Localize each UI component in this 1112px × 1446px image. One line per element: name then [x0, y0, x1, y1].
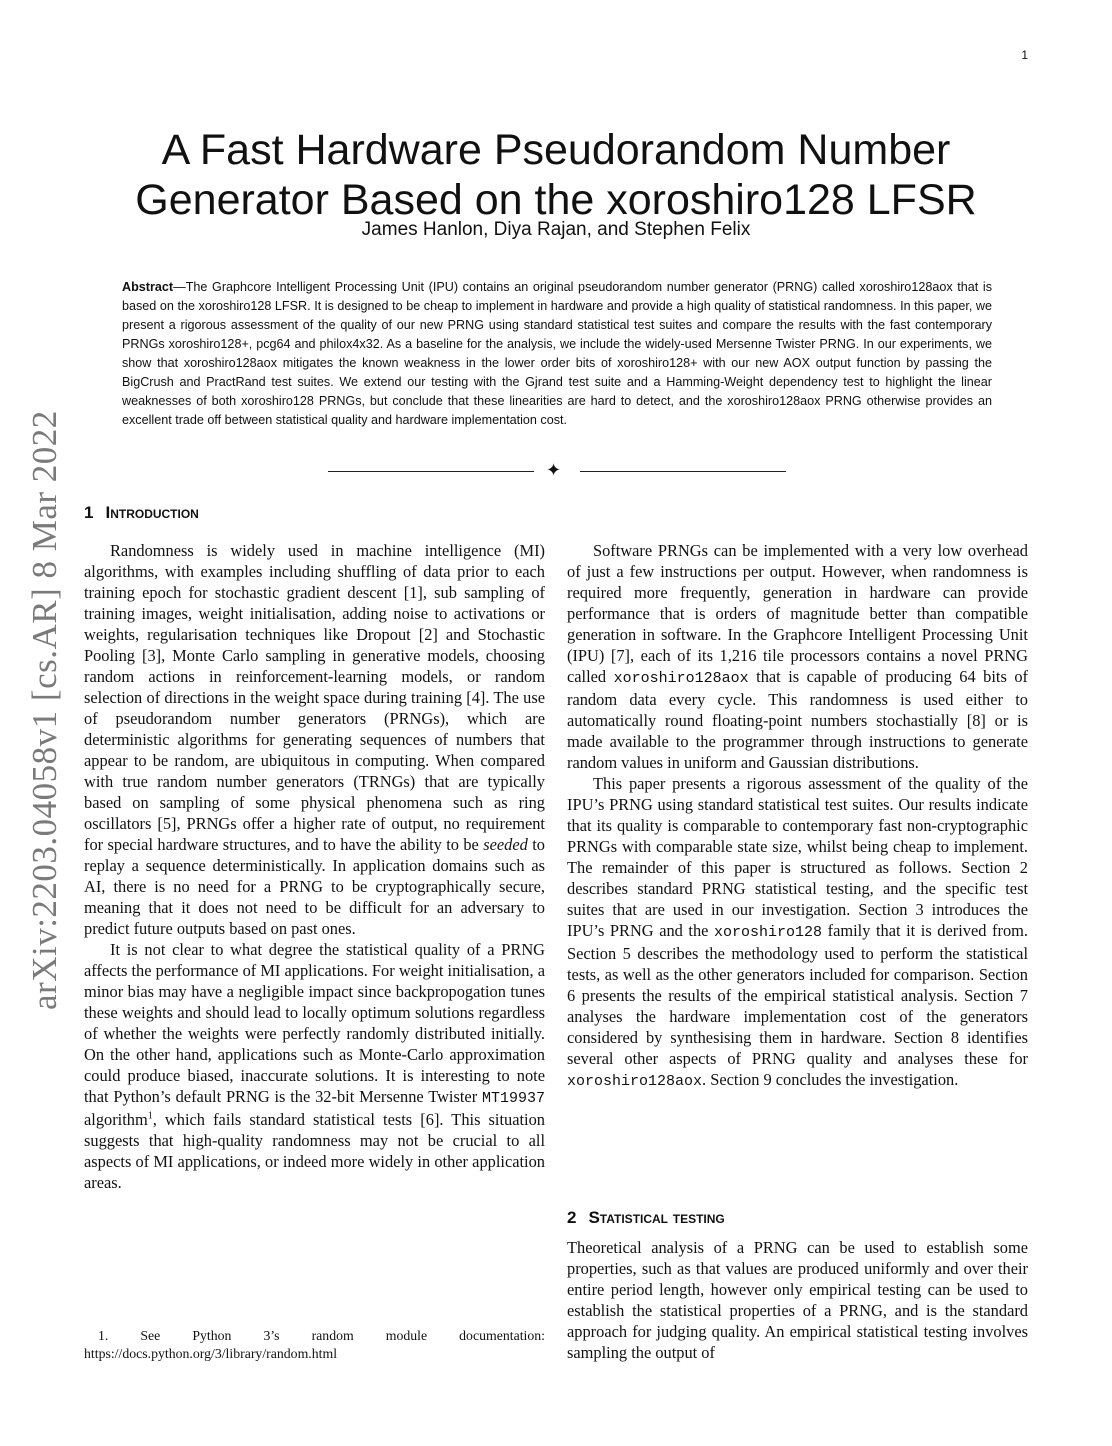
paragraph: Theoretical analysis of a PRNG can be used to establish some properties, such as that values are produced uniformly and over their entire period length, however only empirical testing can be used to establish the statistical properties of a PRNG, and is the standard approach for judging quality. An empirical statistical testing involves sampling the output of	[567, 1238, 1028, 1362]
section-heading-introduction	[84, 503, 199, 523]
divider-star-icon: ✦	[546, 460, 562, 480]
section-number: 1	[84, 503, 94, 522]
paragraph	[84, 540, 545, 939]
divider-line-right	[580, 471, 786, 472]
abstract	[122, 278, 992, 430]
section-number: 2	[567, 1208, 577, 1227]
paragraph	[567, 540, 1028, 773]
footnote-text: 1. See Python 3’s random module documentation: https://docs.python.org/3/library/random.html	[84, 1328, 545, 1361]
abstract-text: —The Graphcore Intelligent Processing Unit (IPU) contains an original pseudorandom number generator (PRNG) called xoroshiro128aox that is based on the xoroshiro128 LFSR. It is designed to be cheap to implement in hardware and provide a high quality of statistical randomness. In this paper, we present a rigorous assessment of the quality of our new PRNG using standard statistical test suites and compare the results with the fast contemporary PRNGs xoroshiro128+, pcg64 and philox4x32. As a baseline for the analysis, we include the widely-used Mersenne Twister PRNG. In our experiments, we show that xoroshiro128aox mitigates the known weakness in the lower order bits of xoroshiro128+ with our new AOX output function by passing the BigCrush and PractRand test suites. We extend our testing with the Gjrand test suite and a Hamming-Weight dependency test to highlight the linear weaknesses of both xoroshiro128 PRNGs, but conclude that these linearities are hard to detect, and the xoroshiro128aox PRNG otherwise provides an excellent trade off between statistical quality and hardware implementation cost.	[122, 280, 992, 427]
paragraph	[84, 939, 545, 1193]
left-column	[84, 540, 545, 1193]
italic-term: seeded	[483, 835, 528, 854]
section-title: Introduction	[105, 503, 199, 522]
paragraph-text: family that it is derived from. Section 5 describes the methodology used to perform the statistical tests, as well as the other generators included for comparison. Section 6 presents the results of the empirical statistical analysis. Section 7 analyses the hardware implementation cost of the generators considered by synthesising them in hardware. Section 8 identifies several other aspects of PRNG quality and analyses these for	[567, 921, 1028, 1068]
paragraph-text: , which fails standard statistical tests [6]. This situation suggests that high-quality randomness may not be crucial to all aspects of MI applications, or indeed more widely in other application areas.	[84, 1110, 545, 1192]
title-line-1: A Fast Hardware Pseudorandom Number	[161, 125, 951, 174]
footnote-marker: 1	[147, 1110, 153, 1122]
section-heading-statistical-testing	[567, 1208, 725, 1228]
paper-title	[0, 125, 1112, 225]
divider-line-left	[328, 471, 534, 472]
right-column-section2	[567, 1237, 1028, 1363]
code-term: MT19937	[481, 1090, 545, 1107]
title-line-2: Generator Based on the xoroshiro128 LFSR	[135, 175, 977, 224]
paragraph	[567, 773, 1028, 1092]
section-divider	[328, 462, 786, 482]
section-title: Statistical testing	[588, 1208, 725, 1227]
code-term: xoroshiro128aox	[613, 670, 749, 687]
abstract-label: Abstract	[122, 280, 174, 294]
author-list: James Hanlon, Diya Rajan, and Stephen Felix	[361, 219, 751, 240]
code-term: xoroshiro128aox	[567, 1073, 703, 1090]
page-number: 1	[1021, 48, 1028, 62]
paragraph-text: This paper presents a rigorous assessment of the quality of the IPU’s PRNG using standard statistical test suites. Our results indicate that its quality is comparable to contemporary fast non-cryptographic PRNGs with comparable state size, whilst being cheap to implement. The remainder of this paper is structured as follows. Section 2 describes standard PRNG statistical testing, and the specific test suites that are used in our investigation. Section 3 introduces the IPU’s PRNG and the	[567, 774, 1028, 940]
paragraph-text: to replay a sequence deterministically. In application domains such as AI, there is no need for a PRNG to be cryptographically secure, meaning that it does not need to be difficult for an adversary to predict future outputs based on past ones.	[84, 835, 545, 938]
paragraph-text: algorithm	[84, 1110, 148, 1129]
paragraph-text: . Section 9 concludes the investigation.	[702, 1070, 959, 1089]
right-column	[567, 540, 1028, 1092]
paragraph-text: Software PRNGs can be implemented with a very low overhead of just a few instructions per output. However, when randomness is required more frequently, generation in hardware can provide performance that is orders of magnitude better than compatible generation in software. In the Graphcore Intelligent Processing Unit (IPU) [7], each of its 1,216 tile processors contains a novel PRNG called	[567, 541, 1028, 686]
footnote	[84, 1327, 545, 1363]
paragraph-text: Randomness is widely used in machine intelligence (MI) algorithms, with examples including shuffling of data prior to each training epoch for stochastic gradient descent [1], sub sampling of training images, weight initialisation, adding noise to activations or weights, regularisation techniques like Dropout [2] and Stochastic Pooling [3], Monte Carlo sampling in generative models, choosing random actions in reinforcement-learning models, or random selection of directions in the weight space during training [4]. The use of pseudorandom number generators (PRNGs), which are deterministic algorithms for generating sequences of numbers that appear to be random, are ubiquitous in computing. When compared with true random number generators (TRNGs) that are typically based on sampling of some physical phenomena such as ring oscillators [5], PRNGs offer a higher rate of output, no requirement for special hardware structures, and to have the ability to be	[84, 541, 545, 854]
paragraph-text: It is not clear to what degree the statistical quality of a PRNG affects the performance of MI applications. For weight initialisation, a minor bias may have a negligible impact since backpropogation tunes these weights and should lead to locally optimum solutions regardless of whether the weights were perfectly randomly distributed initially. On the other hand, applications such as Monte-Carlo approximation could produce biased, inaccurate solutions. It is interesting to note that Python’s default PRNG is the 32-bit Mersenne Twister	[84, 940, 545, 1106]
paragraph-text: that is capable of producing 64 bits of random data every cycle. This randomness is used either to automatically round floating-point numbers stochastially [8] or is made available to the programmer through instructions to generate random values in uniform and Gaussian distributions.	[567, 667, 1028, 772]
code-term: xoroshiro128	[714, 924, 823, 941]
arxiv-identifier-stamp: arXiv:2203.04058v1 [cs.AR] 8 Mar 2022	[25, 410, 64, 1010]
